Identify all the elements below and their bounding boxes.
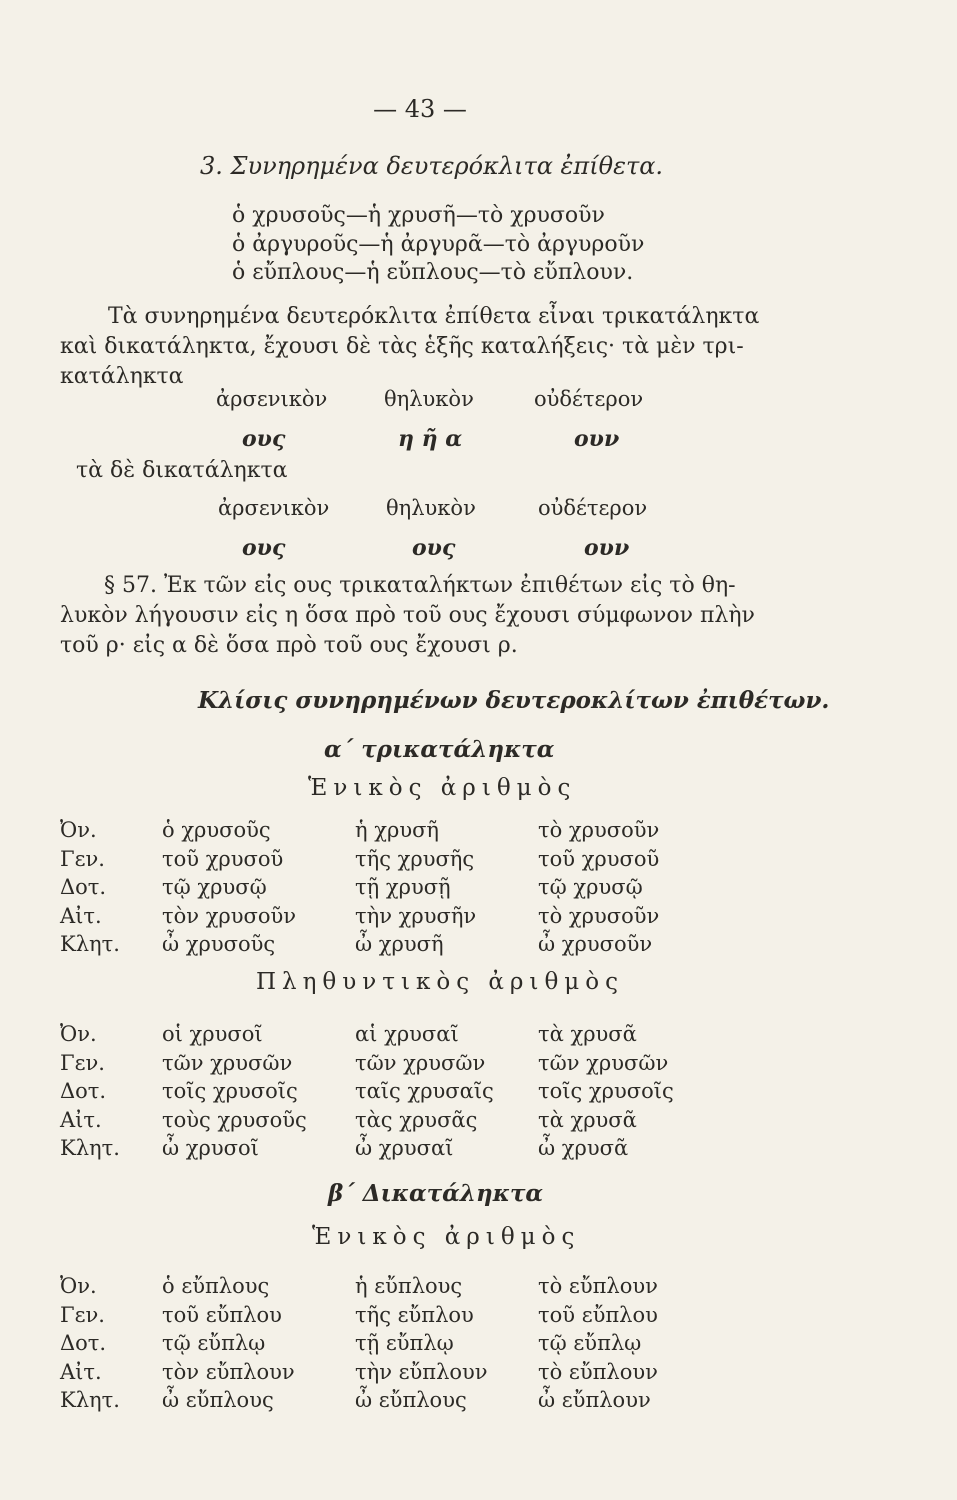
ending-feminine: ους xyxy=(412,535,456,561)
case-label: Δοτ. xyxy=(60,1079,107,1103)
neuter-form: ὦ χρυσᾶ xyxy=(538,1136,629,1160)
feminine-form: τὴν εὔπλουν xyxy=(355,1359,488,1384)
case-label: Δοτ. xyxy=(60,875,107,899)
case-label: Κλητ. xyxy=(60,1136,120,1160)
subsection-b-title: β΄ Δικατάληκτα xyxy=(328,1180,544,1207)
singular-heading: Ἑνικὸς ἀριθμὸς xyxy=(312,1224,581,1250)
feminine-form: τὴν χρυσῆν xyxy=(355,903,477,928)
feminine-form: ὦ χρυσαῖ xyxy=(355,1136,454,1160)
masculine-form: τοῦ εὔπλου xyxy=(162,1302,282,1327)
case-label: Αἰτ. xyxy=(60,903,102,928)
case-label: Γεν. xyxy=(60,1302,105,1327)
gender-header-feminine: θηλυκὸν xyxy=(386,496,476,520)
masculine-form: ὁ χρυσοῦς xyxy=(162,818,271,842)
case-label: Γεν. xyxy=(60,1050,105,1075)
rule-line: τοῦ ρ· εἰς α δὲ ὅσα πρὸ τοῦ ους ἔχουσι ρ. xyxy=(60,633,518,658)
neuter-form: τὸ εὔπλουν xyxy=(538,1359,658,1384)
feminine-form: ὦ εὔπλους xyxy=(355,1388,467,1412)
case-label: Ὀν. xyxy=(60,818,97,842)
masculine-form: ὦ εὔπλους xyxy=(162,1388,274,1412)
example-line: ὁ εὔπλους—ἡ εὔπλους—τὸ εὔπλουν. xyxy=(232,260,634,285)
ending-masculine: ους xyxy=(242,535,286,561)
case-label: Δοτ. xyxy=(60,1331,107,1355)
ending-neuter: ουν xyxy=(574,426,620,452)
case-label: Γεν. xyxy=(60,846,105,871)
neuter-form: τοῖς χρυσοῖς xyxy=(538,1079,674,1103)
feminine-form: τῇ χρυσῇ xyxy=(355,875,451,899)
example-line: ὁ ἀργυροῦς—ἡ ἀργυρᾶ—τὸ ἀργυροῦν xyxy=(232,232,645,257)
feminine-form: τῶν χρυσῶν xyxy=(355,1050,486,1075)
example-line: ὁ χρυσοῦς—ἡ χρυσῆ—τὸ χρυσοῦν xyxy=(232,203,605,228)
case-label: Ὀν. xyxy=(60,1274,97,1298)
masculine-form: τὸν εὔπλουν xyxy=(162,1359,295,1384)
case-label: Ὀν. xyxy=(60,1022,97,1046)
neuter-form: τὰ χρυσᾶ xyxy=(538,1022,637,1046)
subsection-a-title: α΄ τρικατάληκτα xyxy=(324,736,555,763)
feminine-form: ἡ χρυσῆ xyxy=(355,818,440,842)
masculine-form: ὦ χρυσοῖ xyxy=(162,1136,259,1160)
ending-feminine: η ῆ α xyxy=(398,426,463,452)
feminine-form: ταῖς χρυσαῖς xyxy=(355,1079,494,1103)
feminine-form: τῆς χρυσῆς xyxy=(355,846,475,871)
neuter-form: τὰ χρυσᾶ xyxy=(538,1107,637,1132)
masculine-form: τῷ χρυσῷ xyxy=(162,875,267,899)
neuter-form: ὦ χρυσοῦν xyxy=(538,932,653,956)
neuter-form: τὸ εὔπλουν xyxy=(538,1274,658,1298)
neuter-form: τοῦ χρυσοῦ xyxy=(538,846,660,871)
declension-title: Κλίσις συνηρημένων δευτεροκλίτων ἐπιθέτων. xyxy=(198,687,830,714)
feminine-form: τῆς εὔπλου xyxy=(355,1302,474,1327)
masculine-form: τοῦ χρυσοῦ xyxy=(162,846,284,871)
neuter-form: τῷ χρυσῷ xyxy=(538,875,643,899)
masculine-form: ὦ χρυσοῦς xyxy=(162,932,276,956)
gender-header-neuter: οὐδέτερον xyxy=(538,496,648,520)
dikatalikta-label: τὰ δὲ δικατάληκτα xyxy=(76,458,288,483)
intro-line: καὶ δικατάληκτα, ἔχουσι δὲ τὰς ἑξῆς καταλήξεις· τὰ μὲν τρι- xyxy=(60,334,744,359)
masculine-form: τῷ εὔπλῳ xyxy=(162,1331,266,1355)
case-label: Κλητ. xyxy=(60,932,120,956)
ending-neuter: ουν xyxy=(584,535,630,561)
masculine-form: τοῖς χρυσοῖς xyxy=(162,1079,298,1103)
neuter-form: ὦ εὔπλουν xyxy=(538,1388,651,1412)
neuter-form: τοῦ εὔπλου xyxy=(538,1302,658,1327)
masculine-form: ὁ εὔπλους xyxy=(162,1274,270,1298)
gender-header-neuter: οὐδέτερον xyxy=(534,387,644,411)
masculine-form: τὸν χρυσοῦν xyxy=(162,903,297,928)
masculine-form: τῶν χρυσῶν xyxy=(162,1050,293,1075)
rule-line: λυκὸν λήγουσιν εἰς η ὅσα πρὸ τοῦ ους ἔχουσι σύμφωνον πλὴν xyxy=(60,603,755,628)
gender-header-masculine: ἀρσενικὸν xyxy=(216,387,328,411)
intro-line: κατάληκτα xyxy=(60,364,184,389)
feminine-form: ὦ χρυσῆ xyxy=(355,932,444,956)
gender-header-masculine: ἀρσενικὸν xyxy=(218,496,330,520)
masculine-form: οἱ χρυσοῖ xyxy=(162,1022,263,1046)
feminine-form: τῇ εὔπλῳ xyxy=(355,1331,454,1355)
ending-masculine: ους xyxy=(242,426,286,452)
neuter-form: τῷ εὔπλῳ xyxy=(538,1331,642,1355)
neuter-form: τὸ χρυσοῦν xyxy=(538,903,660,928)
neuter-form: τῶν χρυσῶν xyxy=(538,1050,669,1075)
neuter-form: τὸ χρυσοῦν xyxy=(538,818,660,842)
rule-line: § 57. Ἐκ τῶν εἰς ους τρικαταλήκτων ἐπιθέτων εἰς τὸ θη- xyxy=(104,573,736,598)
feminine-form: ἡ εὔπλους xyxy=(355,1274,463,1298)
section-title: 3. Συνηρημένα δευτερόκλιτα ἐπίθετα. xyxy=(200,152,664,180)
intro-line: Τὰ συνηρημένα δευτερόκλιτα ἐπίθετα εἶναι τρικατάληκτα xyxy=(108,304,760,329)
case-label: Αἰτ. xyxy=(60,1107,102,1132)
singular-heading: Ἑνικὸς ἀριθμὸς xyxy=(308,775,577,801)
page-number: — 43 — xyxy=(373,95,467,123)
plural-heading: Πληθυντικὸς ἀριθμὸς xyxy=(256,969,624,995)
feminine-form: αἱ χρυσαῖ xyxy=(355,1022,459,1046)
gender-header-feminine: θηλυκὸν xyxy=(384,387,474,411)
feminine-form: τὰς χρυσᾶς xyxy=(355,1107,478,1132)
case-label: Κλητ. xyxy=(60,1388,120,1412)
masculine-form: τοὺς χρυσοῦς xyxy=(162,1107,307,1132)
case-label: Αἰτ. xyxy=(60,1359,102,1384)
